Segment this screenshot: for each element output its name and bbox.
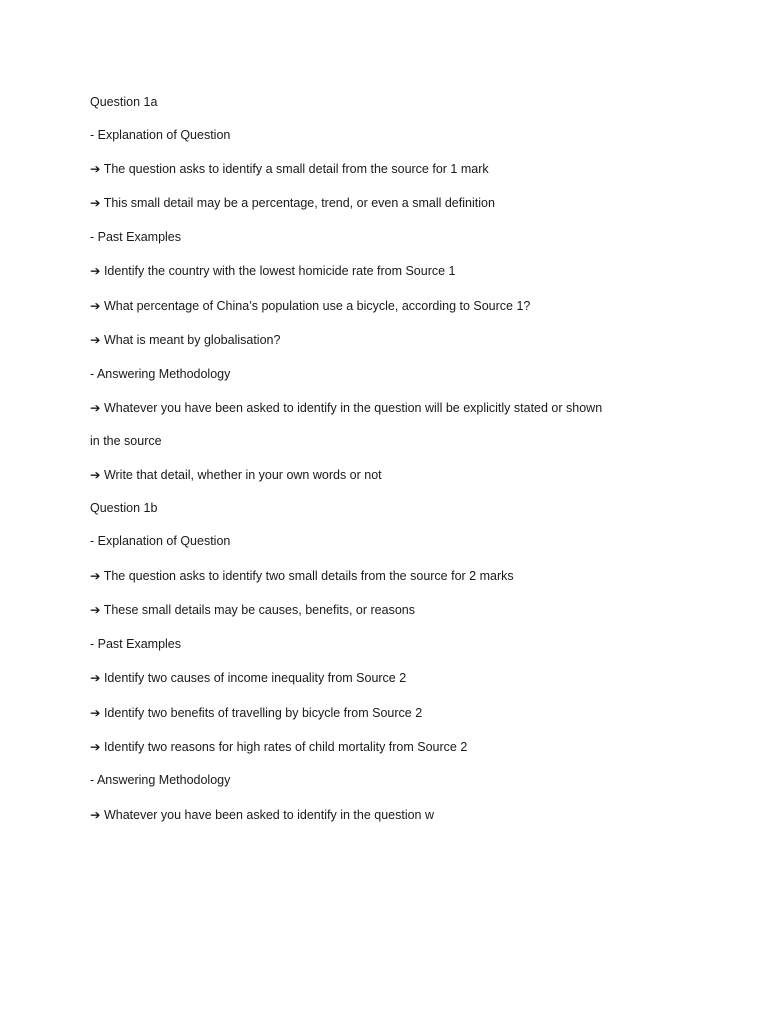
bullet-line: ➔ The question asks to identify two small details from the source for 2 marks — [90, 569, 514, 583]
bullet-line: ➔ The question asks to identify a small detail from the source for 1 mark — [90, 162, 489, 176]
bullet-line: ➔ This small detail may be a percentage, trend, or even a small definition — [90, 196, 495, 210]
bullet-line: ➔ Write that detail, whether in your own words or not — [90, 468, 382, 482]
text-line: in the source — [90, 434, 162, 448]
section-past-examples: - Past Examples — [90, 230, 182, 244]
section-answering: - Answering Methodology — [90, 773, 231, 787]
bullet-line: ➔ Whatever you have been asked to identify in the question will be explicitly stated or shown — [90, 401, 603, 415]
bullet-line: ➔ What percentage of China’s population use a bicycle, according to Source 1? — [90, 299, 531, 313]
section-past-examples: - Past Examples — [90, 637, 182, 651]
bullet-line: ➔ Identify two benefits of travelling by bicycle from Source 2 — [90, 706, 423, 720]
bullet-line: ➔ These small details may be causes, benefits, or reasons — [90, 603, 415, 617]
bullet-line: ➔ Identify two reasons for high rates of child mortality from Source 2 — [90, 740, 468, 754]
bullet-line: ➔ Identify two causes of income inequality from Source 2 — [90, 671, 407, 685]
heading-question-1b: Question 1b — [90, 501, 158, 515]
section-explanation: - Explanation of Question — [90, 534, 231, 548]
section-explanation: - Explanation of Question — [90, 128, 231, 142]
bullet-line: ➔ Identify the country with the lowest homicide rate from Source 1 — [90, 264, 456, 278]
bullet-line: ➔ Whatever you have been asked to identify in the question w — [90, 808, 435, 822]
bullet-line: ➔ What is meant by globalisation? — [90, 333, 281, 347]
heading-question-1a: Question 1a — [90, 95, 158, 109]
section-answering: - Answering Methodology — [90, 367, 231, 381]
